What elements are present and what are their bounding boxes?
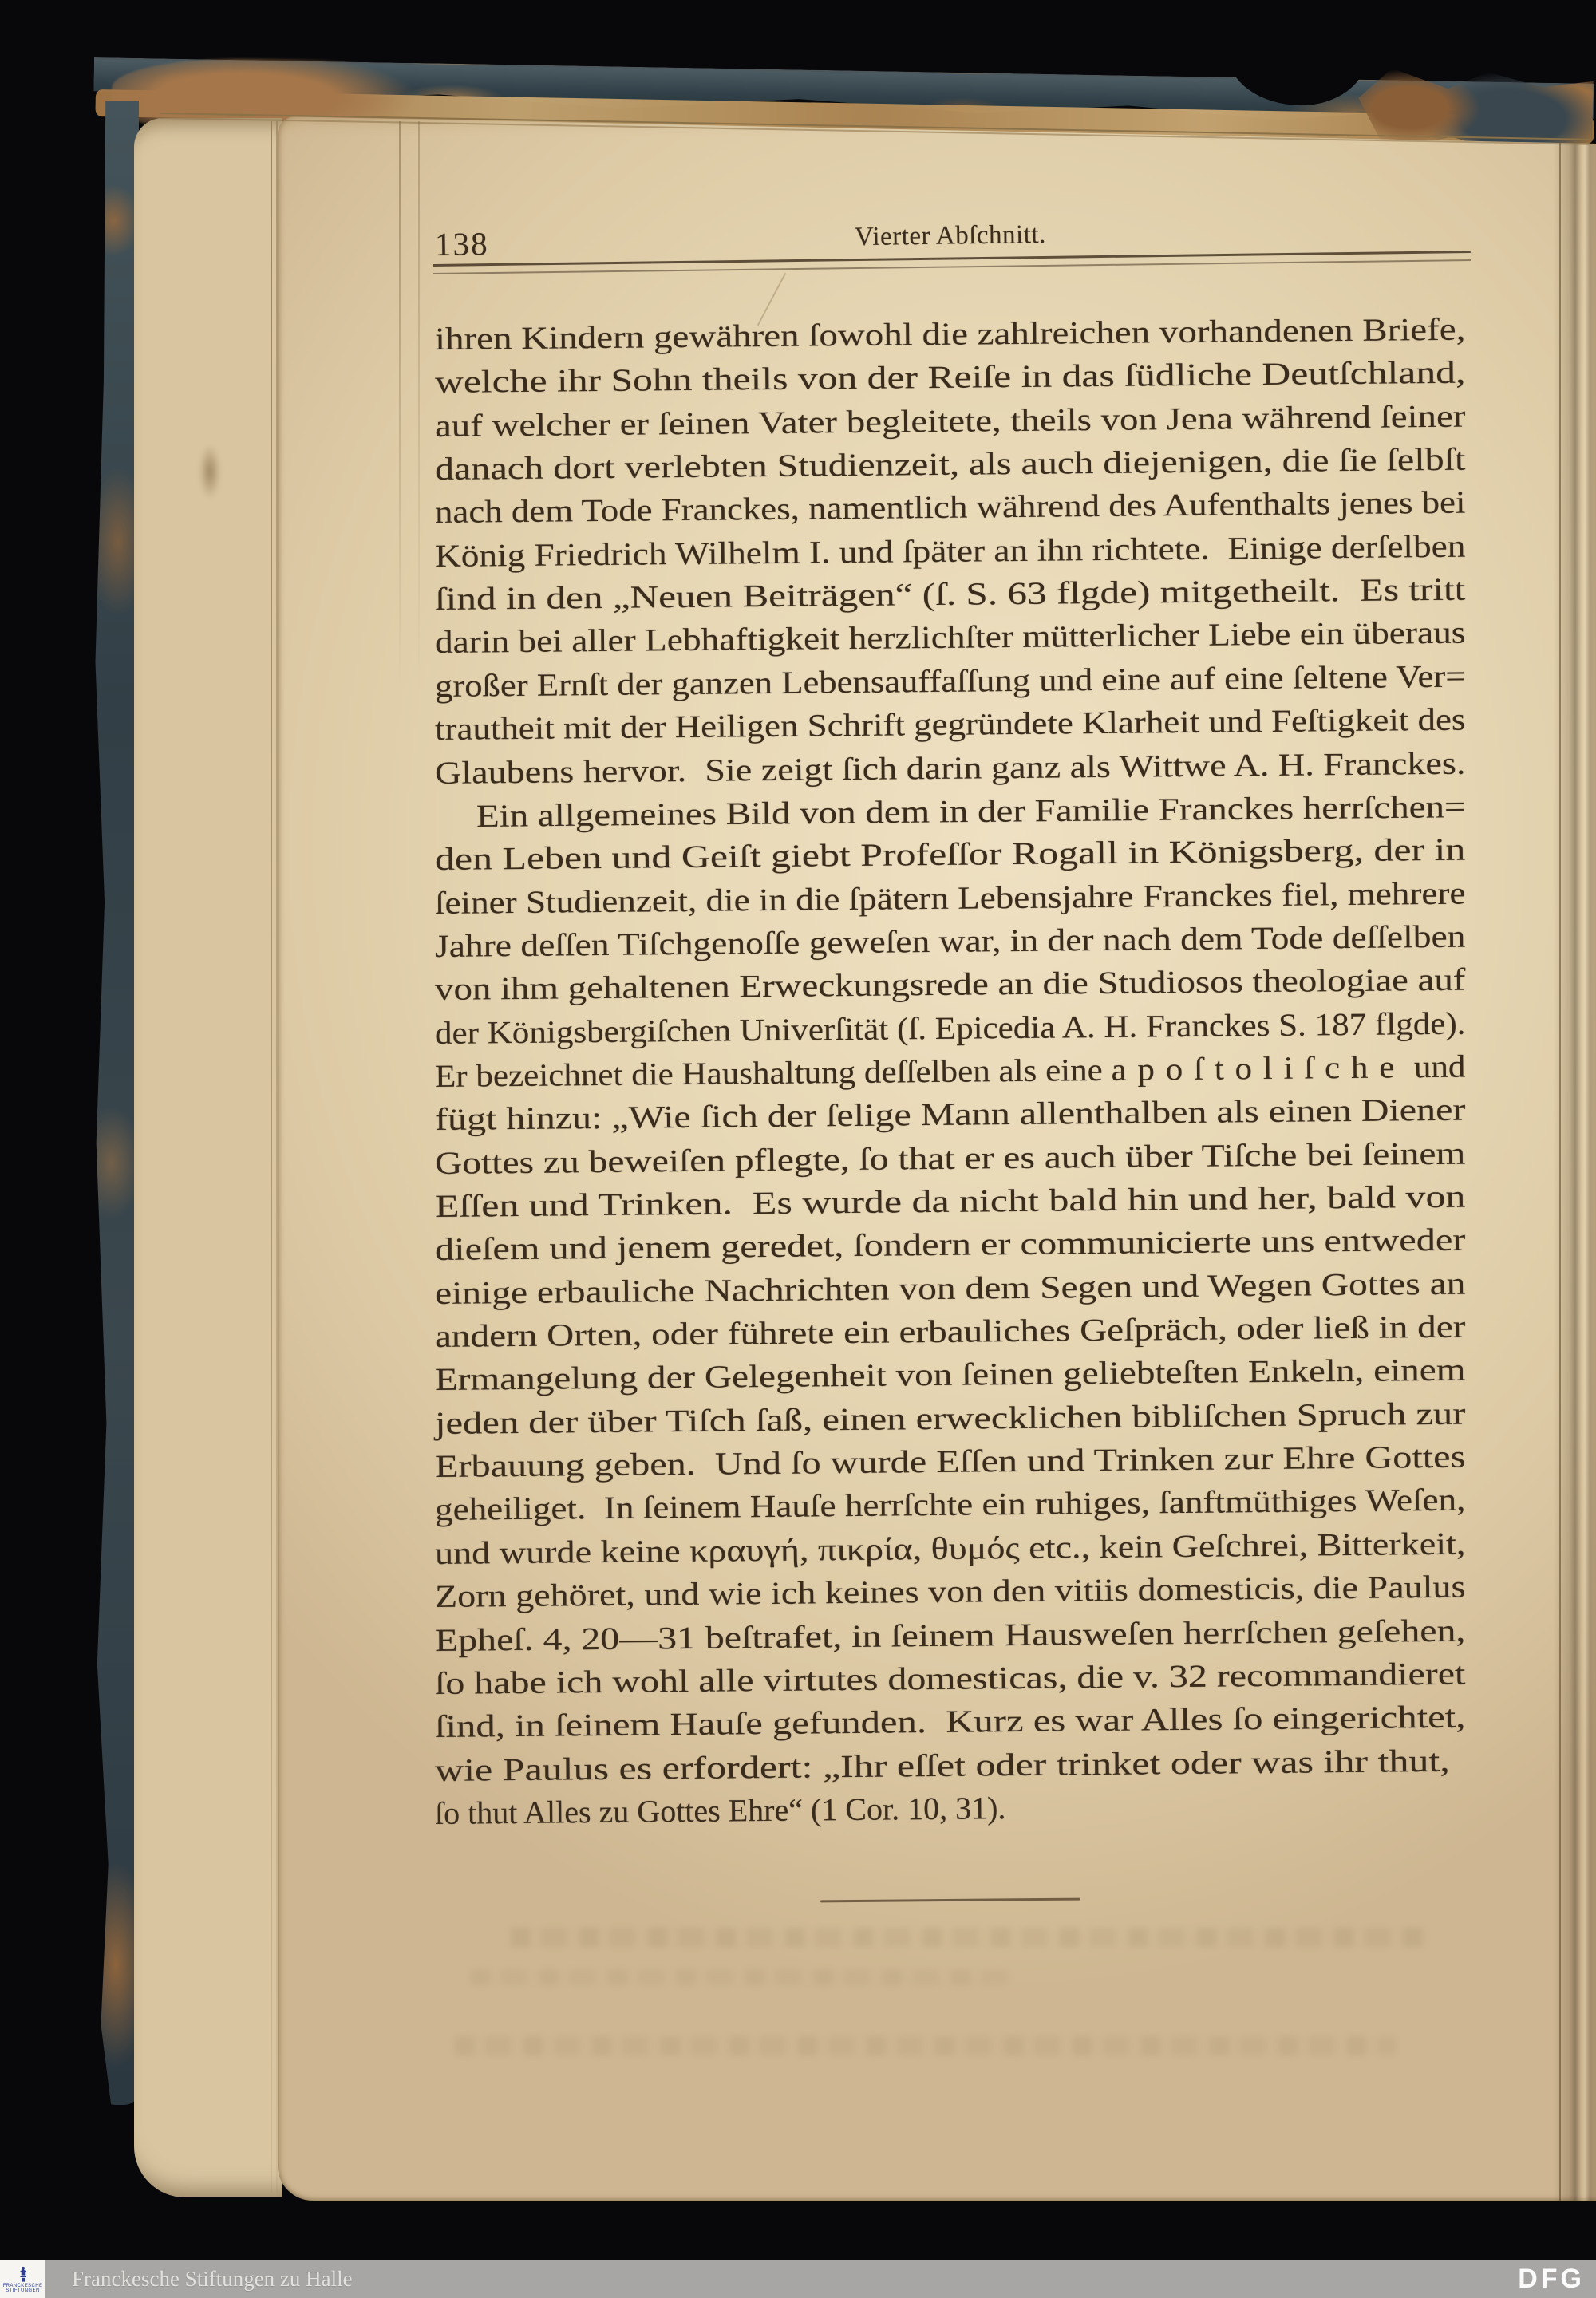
library-logo-text-line2: STIFTUNGEN bbox=[6, 2288, 40, 2293]
body-line-text: nach dem Tode Franckes, namentlich während des Aufenthalts jenes bei bbox=[434, 484, 1466, 531]
body-line-text: dieſem und jenem geredet, ſondern er communicierte uns entweder bbox=[434, 1221, 1466, 1268]
body-line-text: welche ihr Sohn theils von der Reiſe in das ſüdliche Deutſchland, bbox=[434, 353, 1466, 401]
body-line-text: König Friedrich Wilhelm I. und ſpäter an ihn richtete. Einige derſelben bbox=[434, 527, 1466, 574]
body-line-text: darin bei aller Lebhaftigkeit herzlichſter mütterlicher Liebe ein überaus bbox=[434, 614, 1466, 661]
body-line-text: den Leben und Geiſt giebt Profeſſor Rogall in Königsberg, der in bbox=[434, 831, 1466, 878]
body-line-text: Erbauung geben. Und ſo wurde Eſſen und Trinken zur Ehre Gottes bbox=[434, 1438, 1466, 1485]
body-line-text: Jahre deſſen Tiſchgenoſſe geweſen war, in der nach dem Tode deſſelben bbox=[434, 918, 1466, 964]
body-line-text: fügt hinzu: „Wie ſich der ſelige Mann allenthalben als einen Diener bbox=[434, 1091, 1466, 1138]
body-line-text: auf welcher er ſeinen Vater begleitete, theils von Jena während ſeiner bbox=[434, 397, 1466, 444]
body-line-text: ſind in den „Neuen Beiträgen“ (ſ. S. 63 flgde) mitgetheilt. Es tritt bbox=[434, 571, 1466, 618]
body-line-text: Glaubens hervor. Sie zeigt ſich darin ganz als Wittwe A. H. Franckes. bbox=[434, 744, 1466, 791]
body-line-text: geheiliget. In ſeinem Hauſe herrſchte ein ruhiges, ſanftmüthiges Weſen, bbox=[434, 1482, 1466, 1528]
body-line-text: großer Ernſt der ganzen Lebensauffaſſung und eine auf eine ſeltene Ver= bbox=[434, 657, 1466, 704]
body-line-text: wie Paulus es erfordert: „Ihr eſſet oder trinket oder was ihr thut, bbox=[434, 1742, 1450, 1788]
body-line bbox=[435, 1782, 1466, 1834]
body-line-text: ſo habe ich wohl alle virtutes domesticas, die v. 32 recommandieret bbox=[434, 1655, 1466, 1701]
body-line-text: Zorn gehöret, und wie ich keines von den vitiis domesticis, die Paulus bbox=[434, 1568, 1466, 1615]
body-line-text: Epheſ. 4, 20—31 beſtrafet, in ſeinem Hausweſen herrſchen geſehen, bbox=[434, 1612, 1466, 1658]
body-line-text: jeden der über Tiſch ſaß, einen erwecklichen bibliſchen Spruch zur bbox=[434, 1395, 1466, 1441]
body-line-text: trautheit mit der Heiligen Schrift gegründete Klarheit und Feſtigkeit des bbox=[434, 701, 1466, 748]
body-line-text: Gottes zu beweiſen pflegte, ſo that er es auch über Tiſche bei ſeinem bbox=[434, 1135, 1466, 1181]
body-line-text: danach dort verlebten Studienzeit, als auch diejenigen, die ſie ſelbſt bbox=[434, 440, 1466, 488]
library-name-label: Franckesche Stiftungen zu Halle bbox=[72, 2266, 353, 2291]
library-logo-text-line1: FRANCKESCHE bbox=[2, 2283, 43, 2288]
library-eagle-icon bbox=[17, 2265, 30, 2283]
body-line-text: und wurde keine κραυγή, πικρία, θυμός etc., kein Geſchrei, Bitterkeit, bbox=[434, 1525, 1466, 1571]
section-separator-rule bbox=[820, 1898, 1080, 1903]
body-line-text: ihren Kindern gewähren ſowohl die zahlreichen vorhandenen Briefe, bbox=[434, 310, 1466, 357]
body-line-text: Ermangelung der Gelegenheit von ſeinen geliebteſten Enkeln, einem bbox=[434, 1351, 1466, 1398]
body-line-text: Er bezeichnet die Haushaltung deſſelben als eine apoſtoliſche und bbox=[434, 1048, 1466, 1094]
library-logo-box bbox=[0, 2260, 45, 2298]
viewer-footer-bar bbox=[0, 2260, 1596, 2298]
page-number: 138 bbox=[434, 225, 489, 263]
body-line-text: Eſſen und Trinken. Es wurde da nicht bald hin und her, bald von bbox=[434, 1178, 1466, 1224]
body-line-text: ſeiner Studienzeit, die in die ſpätern Lebensjahre Franckes fiel, mehrere bbox=[434, 875, 1466, 921]
body-line-text: von ihm gehaltenen Erweckungsrede an die Studiosos theologiae auf bbox=[434, 961, 1466, 1008]
running-head: Vierter Abſchnitt. bbox=[854, 219, 1047, 252]
body-line-text: einige erbauliche Nachrichten von dem Segen und Wegen Gottes an bbox=[434, 1265, 1466, 1311]
body-line-text: ſind, in ſeinem Hauſe gefunden. Kurz es war Alles ſo eingerichtet, bbox=[434, 1698, 1466, 1745]
dfg-funder-logo: DFG bbox=[1518, 2263, 1585, 2294]
body-line-text: der Königsbergiſchen Univerſität (ſ. Epicedia A. H. Franckes S. 187 flgde). bbox=[434, 1005, 1466, 1051]
body-line-text: ſo thut Alles zu Gottes Ehre“ (1 Cor. 10, 31). bbox=[434, 1790, 1006, 1831]
body-line-text: andern Orten, oder führete ein erbauliches Geſpräch, oder ließ in der bbox=[434, 1308, 1466, 1355]
body-line-text: Ein allgemeines Bild von dem in der Familie Franckes herrſchen= bbox=[476, 788, 1466, 834]
